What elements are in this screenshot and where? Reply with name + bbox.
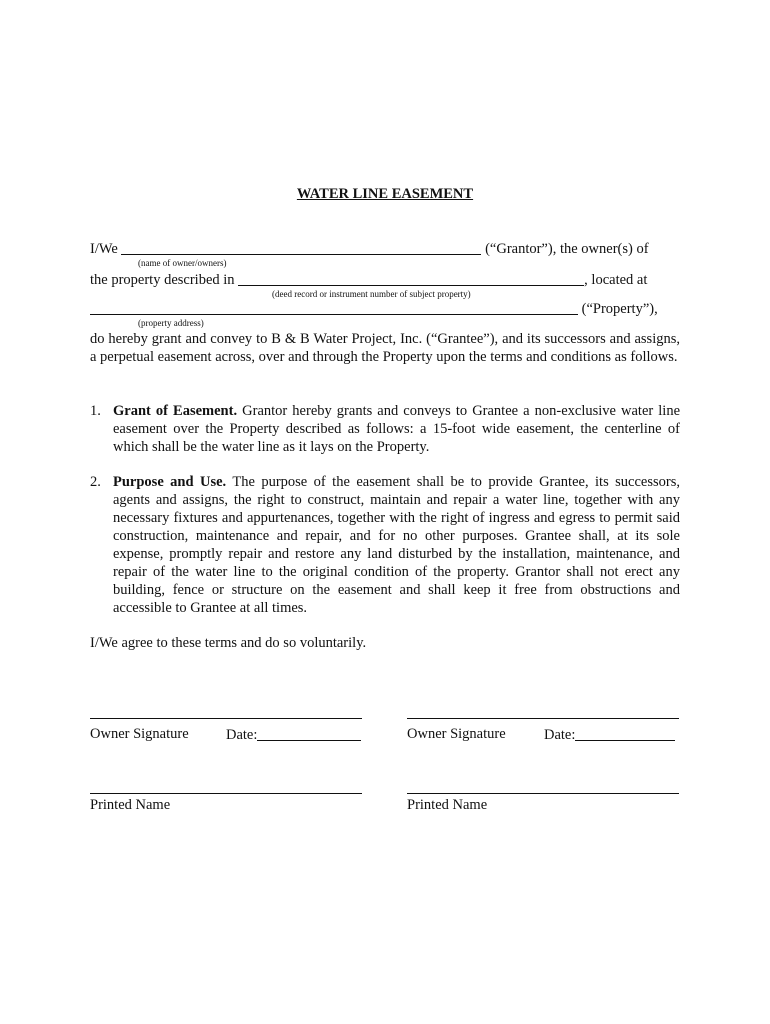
document-title: WATER LINE EASEMENT [296, 186, 474, 202]
section-heading: Grant of Easement. [113, 403, 238, 419]
grantor-line [90, 240, 680, 258]
date-blank-right[interactable] [575, 726, 675, 741]
intro-paragraph: do hereby grant and convey to B & B Water Project, Inc. (“Grantee”), and its successors and assigns, a perpetual easement across, over and through the Property upon the terms and conditions as follows. [90, 331, 680, 365]
agreement-statement: I/We agree to these terms and do so voluntarily. [90, 635, 367, 651]
section-heading: Purpose and Use. [113, 474, 227, 490]
section-text: Grantor hereby grants and conveys to Grantee a non-exclusive water line easement over the Property described as follows: a 15-foot wide easement, the centerline of which shall be the water line as it lays on the Property. [113, 403, 681, 455]
date-label-right: Date: [544, 727, 576, 743]
section-purpose-and-use [90, 473, 680, 617]
property-description-line [90, 271, 680, 289]
owner-signature-label-left: Owner Signature [90, 726, 189, 742]
grantor-prefix: I/We [90, 241, 118, 257]
grantor-suffix: (“Grantor”), the owner(s) of [485, 241, 649, 257]
property-address-blank[interactable] [90, 300, 578, 315]
deed-record-blank[interactable] [238, 271, 584, 286]
printed-name-line-right[interactable] [407, 793, 679, 794]
section-number: 1. [90, 403, 101, 419]
owner-name-caption: (name of owner/owners) [138, 258, 227, 268]
printed-name-line-left[interactable] [90, 793, 362, 794]
date-label-left: Date: [226, 727, 258, 743]
property-address-suffix: (“Property”), [581, 301, 658, 317]
section-grant-of-easement [90, 402, 680, 456]
owner-name-blank[interactable] [121, 240, 481, 255]
owner-signature-line-left[interactable] [90, 718, 362, 719]
date-field-right [544, 726, 675, 744]
owner-signature-line-right[interactable] [407, 718, 679, 719]
property-prefix: the property described in [90, 272, 235, 288]
date-blank-left[interactable] [257, 726, 361, 741]
section-text: The purpose of the easement shall be to provide Grantee, its successors, agents and assigns, the right to construct, maintain and repair a water line, together with any necessary fixtures and appurtenances, together with the right of ingress and egress to permit said construction, maintenance and repair, and for no other purposes. Grantee shall, at its sole expense, promptly repair and restore any land disturbed by the installation, maintenance, and repair of the water line to the original condition of the property. Grantor shall not erect any building, fence or structure on the easement and shall keep it free from obstructions and accessible to Grantee at all times. [113, 474, 680, 616]
owner-signature-label-right: Owner Signature [407, 726, 506, 742]
property-address-line [90, 300, 680, 318]
property-suffix: , located at [584, 272, 648, 288]
printed-name-label-right: Printed Name [407, 797, 488, 813]
deed-record-caption: (deed record or instrument number of subject property) [272, 289, 471, 299]
section-number: 2. [90, 474, 101, 490]
property-address-caption: (property address) [138, 318, 204, 328]
date-field-left [226, 726, 361, 744]
printed-name-label-left: Printed Name [90, 797, 171, 813]
